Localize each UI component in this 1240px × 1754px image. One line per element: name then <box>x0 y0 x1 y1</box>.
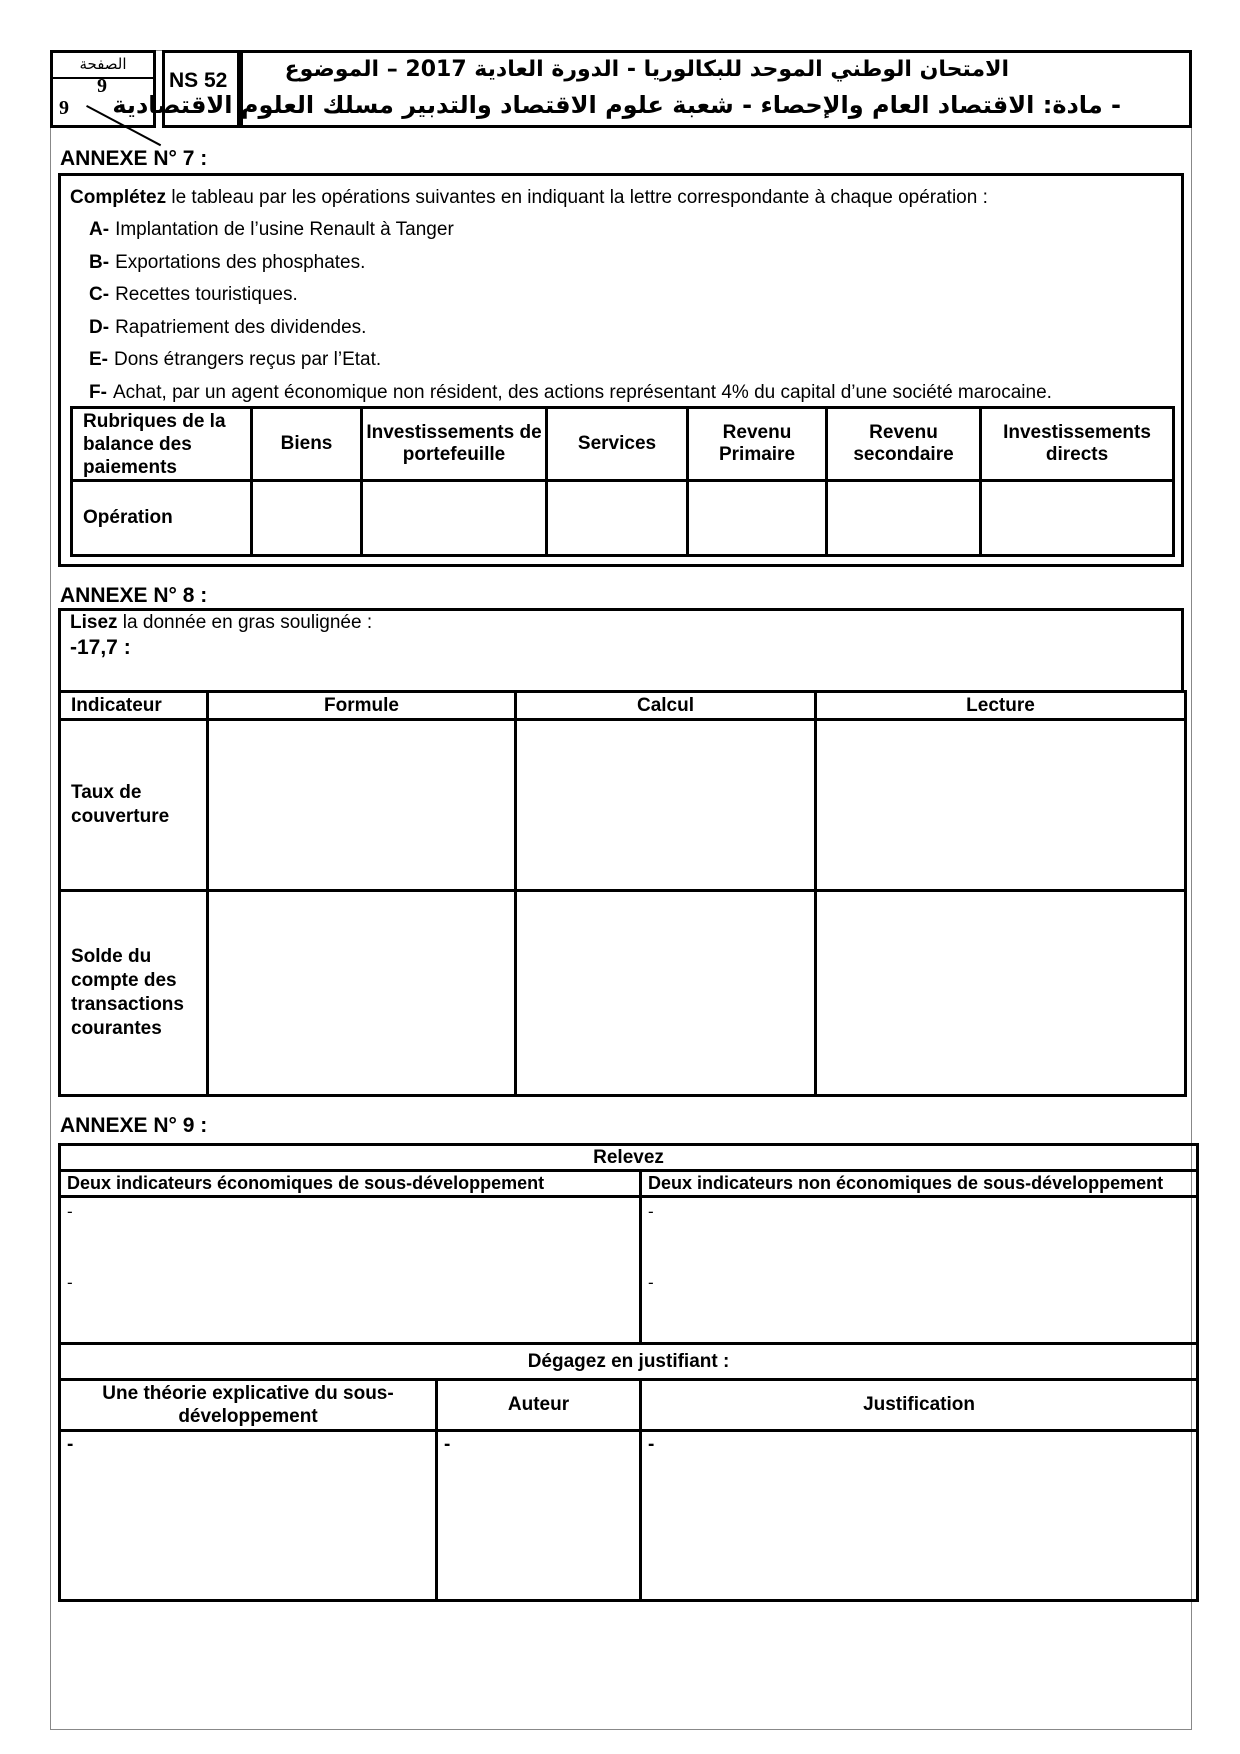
justification-header: Justification <box>641 1380 1198 1431</box>
operation-text: Recettes touristiques. <box>115 284 298 305</box>
operation-letter: F- <box>89 382 107 403</box>
indicators-header-indicateur: Indicateur <box>60 692 208 720</box>
dash: - <box>648 1273 654 1292</box>
formula-answer-cell[interactable] <box>208 720 516 891</box>
operation-item <box>89 317 366 339</box>
bop-col-services: Services <box>547 408 688 481</box>
relevez-header: Relevez <box>60 1145 1198 1171</box>
bop-answer-cell[interactable] <box>688 481 827 556</box>
economic-indicators-header: Deux indicateurs économiques de sous-développement <box>60 1171 641 1197</box>
bop-row-operation: Opération <box>72 481 252 556</box>
exam-title-line1: الامتحان الوطني الموحد للبكالوريا - الدورة العادية 2017 – الموضوع <box>284 57 1009 82</box>
operation-letter: A- <box>89 219 110 240</box>
formula-answer-cell[interactable] <box>208 891 516 1096</box>
annex8-instruction <box>70 612 372 634</box>
bop-answer-cell[interactable] <box>981 481 1174 556</box>
bop-answer-cell[interactable] <box>362 481 547 556</box>
calcul-answer-cell[interactable] <box>516 891 816 1096</box>
bop-col-investissements-portefeuille: Investissements de portefeuille <box>362 408 547 481</box>
operation-text: Achat, par un agent économique non résident, des actions représentant 4% du capital d’une société marocaine. <box>112 382 1052 403</box>
operation-text: Dons étrangers reçus par l’Etat. <box>114 349 382 370</box>
page-total: 9 <box>59 97 69 119</box>
non-economic-indicators-header: Deux indicateurs non économiques de sous-développement <box>641 1171 1198 1197</box>
operation-item <box>89 219 454 241</box>
dash: - <box>67 1273 73 1292</box>
annex7-heading: ANNEXE N° 7 : <box>60 147 208 170</box>
indicator-taux-couverture: Taux de couverture <box>60 720 208 891</box>
dash: - <box>648 1202 654 1221</box>
underdevelopment-table <box>58 1143 1199 1602</box>
annex8-heading: ANNEXE N° 8 : <box>60 584 208 607</box>
theory-header: Une théorie explicative du sous-développement <box>60 1380 437 1431</box>
bop-row-header: Rubriques de la balance des paiements <box>72 408 252 481</box>
indicators-header-calcul: Calcul <box>516 692 816 720</box>
operation-letter: D- <box>89 317 110 338</box>
annex8-instruction-bold: Lisez <box>70 612 118 633</box>
operation-letter: E- <box>89 349 108 370</box>
bop-answer-cell[interactable] <box>252 481 362 556</box>
operation-letter: B- <box>89 252 110 273</box>
theory-answer[interactable] <box>60 1431 437 1601</box>
economic-indicators-answer[interactable] <box>60 1197 641 1344</box>
operation-item <box>89 284 298 306</box>
lecture-answer-cell[interactable] <box>816 720 1186 891</box>
indicators-header-formule: Formule <box>208 692 516 720</box>
operation-item <box>89 252 365 274</box>
operation-text: Exportations des phosphates. <box>115 252 366 273</box>
operation-text: Implantation de l’usine Renault à Tanger <box>115 219 454 240</box>
dash: - <box>648 1434 655 1455</box>
bop-answer-cell[interactable] <box>547 481 688 556</box>
degagez-header: Dégagez en justifiant : <box>60 1344 1198 1380</box>
indicators-header-lecture: Lecture <box>816 692 1186 720</box>
balance-of-payments-table <box>70 406 1175 557</box>
justification-answer[interactable] <box>641 1431 1198 1601</box>
calcul-answer-cell[interactable] <box>516 720 816 891</box>
operation-letter: C- <box>89 284 110 305</box>
exam-title-line2: - مادة: الاقتصاد العام والإحصاء - شعبة علوم الاقتصاد والتدبير مسلك العلوم الاقتصادية <box>112 91 1121 119</box>
annex7-instruction <box>70 187 988 209</box>
author-header: Auteur <box>437 1380 641 1431</box>
bop-col-investissements-directs: Investissements directs <box>981 408 1174 481</box>
non-economic-indicators-answer[interactable] <box>641 1197 1198 1344</box>
lecture-answer-cell[interactable] <box>816 891 1186 1096</box>
bop-col-revenu-secondaire: Revenu secondaire <box>827 408 981 481</box>
page-current: 9 <box>97 75 107 97</box>
indicators-table <box>58 690 1187 1097</box>
operation-item <box>89 349 381 371</box>
annex8-value: -17,7 : <box>70 636 131 659</box>
dash: - <box>67 1202 73 1221</box>
annex7-instruction-bold: Complétez <box>70 187 167 208</box>
dash: - <box>67 1434 74 1455</box>
bop-answer-cell[interactable] <box>827 481 981 556</box>
dash: - <box>444 1434 451 1455</box>
operation-item <box>89 382 1052 404</box>
operation-text: Rapatriement des dividendes. <box>115 317 367 338</box>
author-answer[interactable] <box>437 1431 641 1601</box>
annex7-instruction-rest: le tableau par les opérations suivantes en indiquant la lettre correspondante à chaque opération : <box>166 187 988 208</box>
page-label: الصفحة <box>79 55 127 73</box>
bop-col-revenu-primaire: Revenu Primaire <box>688 408 827 481</box>
exam-code: NS 52 <box>169 69 228 92</box>
bop-col-biens: Biens <box>252 408 362 481</box>
annex9-heading: ANNEXE N° 9 : <box>60 1114 208 1137</box>
indicator-solde-transactions-courantes: Solde du compte des transactions courantes <box>60 891 208 1096</box>
annex8-instruction-rest: la donnée en gras soulignée : <box>117 612 373 633</box>
